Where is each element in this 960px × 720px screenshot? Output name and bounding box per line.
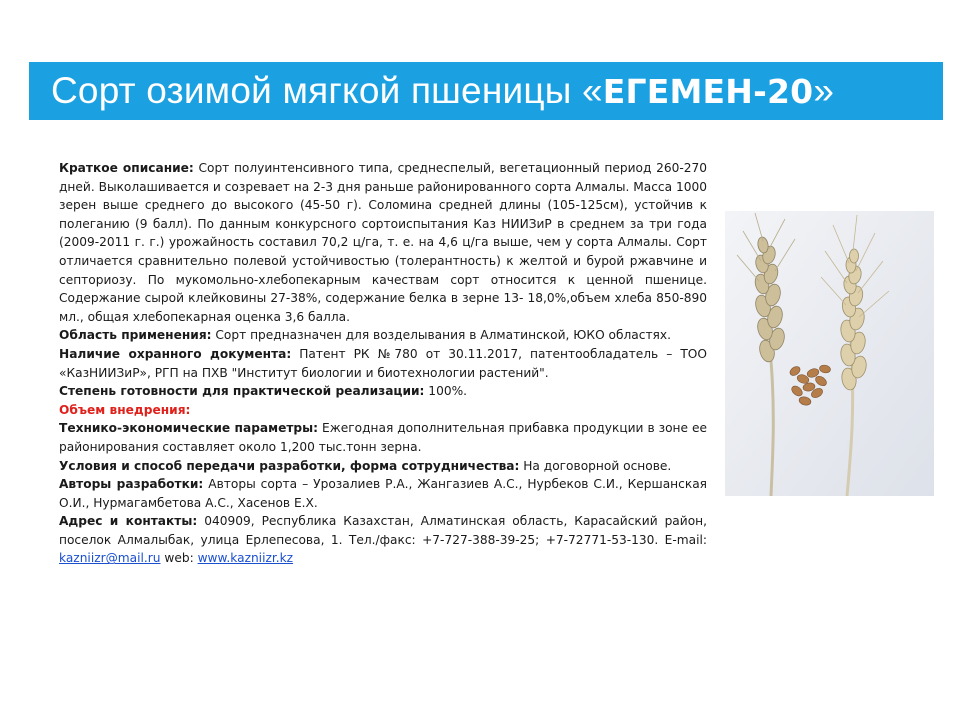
description-paragraph bbox=[59, 159, 707, 326]
readiness-label: Степень готовности для практической реализации: bbox=[59, 384, 425, 399]
website-link[interactable]: www.kazniizr.kz bbox=[197, 551, 294, 566]
patent-label: Наличие охранного документа: bbox=[59, 346, 292, 361]
volume-label: Объем внедрения: bbox=[59, 402, 191, 417]
wheat-ears-icon bbox=[725, 211, 934, 496]
contacts-label: Адрес и контакты: bbox=[59, 514, 198, 529]
title-prefix: Сорт озимой мягкой пшеницы « bbox=[51, 70, 603, 111]
terms-text: На договорной основе. bbox=[519, 458, 672, 473]
authors-paragraph bbox=[59, 475, 707, 512]
description-text: Сорт полуинтенсивного типа, среднеспелый, вегетационный период 260-270 дней. Выколашивается и созревает на 2-3 дня раньше районированного сорта Алмалы. Масса 1000 зерен выше среднего до высокого (45-50 г). Соломина средней длины (105-125см), устойчив к полеганию (9 балл). По данным конкурсного сортоиспытания Каз НИИЗиР в среднем за три года (2009-2011 г. г.) урожайность составил 70,2 ц/га, т. е. на 4,6 ц/га выше, чем у сорта Алмалы. Сорт отличается сравнительно полевой устойчивостью (толерантность) к желтой и бурой ржавчине и септориозу. По мукомольно-хлебопекарным качествам сорт относится к ценной пшенице. Содержание сырой клейковины 27-38%, содержание белка в зерне 13- 18,0%,объем хлеба 850-890 мл., общая хлебопекарная оценка 3,6 балла. bbox=[59, 161, 708, 324]
description-label: Краткое описание: bbox=[59, 161, 194, 175]
slide-title bbox=[51, 70, 834, 112]
application-label: Область применения: bbox=[59, 328, 212, 343]
wheat-ears-photo bbox=[725, 211, 934, 496]
patent-paragraph bbox=[59, 345, 707, 382]
readiness-paragraph bbox=[59, 382, 707, 401]
application-text: Сорт предназначен для возделывания в Алматинской, ЮКО областях. bbox=[211, 328, 671, 343]
terms-paragraph bbox=[59, 457, 707, 476]
contacts-paragraph bbox=[59, 512, 707, 568]
title-suffix: » bbox=[813, 70, 835, 111]
technical-paragraph bbox=[59, 419, 707, 456]
patent-text: Патент РК №780 от 30.11.2017, патентообладатель – ТОО «КазНИИЗиР», РГП на ПХВ "Институт биологии и биотехнологии растений". bbox=[59, 346, 707, 380]
technical-text: Ежегодная дополнительная прибавка продукции в зоне ее районирования составляет около 1,200 тыс.тонн зерна. bbox=[59, 421, 707, 454]
application-paragraph bbox=[59, 326, 707, 345]
variety-name: ЕГЕМЕН-20 bbox=[602, 72, 814, 111]
readiness-text: 100%. bbox=[424, 384, 468, 399]
authors-label: Авторы разработки: bbox=[59, 477, 204, 492]
terms-label: Условия и способ передачи разработки, форма сотрудничества: bbox=[59, 458, 520, 473]
volume-paragraph bbox=[59, 401, 707, 420]
email-link[interactable]: kazniizr@mail.ru bbox=[59, 551, 161, 566]
web-label: web: bbox=[160, 551, 198, 566]
authors-text: Авторы сорта – Урозалиев Р.А., Жангазиев А.С., Нурбеков С.И., Кершанская О.И., Нурмагамбетова А.С., Хасенов Е.Х. bbox=[59, 477, 707, 510]
variety-description bbox=[59, 159, 707, 568]
technical-label: Технико-экономические параметры: bbox=[59, 421, 319, 436]
contacts-text: 040909, Республика Казахстан, Алматинская область, Карасайский район, поселок Алмалыбак, улица Ерлепесова, 1. Тел./факс: +7-727-388-39-25; +7-72771-53-130. E-mail: bbox=[59, 514, 707, 547]
title-banner bbox=[29, 62, 943, 120]
